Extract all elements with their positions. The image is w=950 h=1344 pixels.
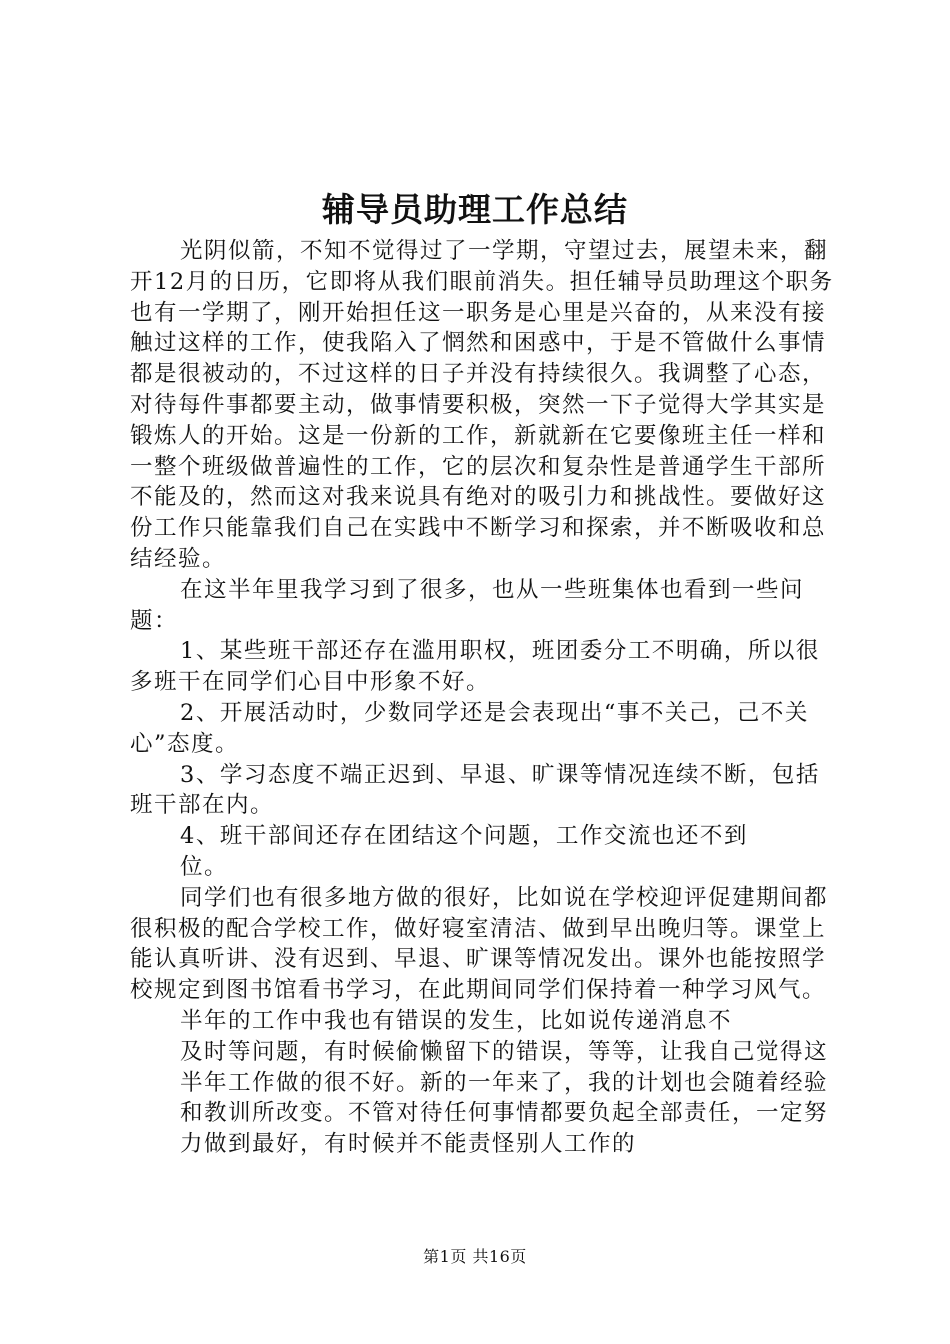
paragraph-good-points: 同学们也有很多地方做的很好，比如说在学校迎评促建期间都很积极的配合学校工作，做好寝室清洁、做到早出晚归等。课堂上能认真听讲、没有迟到、早退、旷课等情况发出。课外也能按照学校规定到图书馆看书学习，在此期间同学们保持着一种学习风气。 <box>130 884 829 1004</box>
list-item-3: 3、学习态度不端正迟到、早退、旷课等情况连续不断，包括班干部在内。 <box>130 761 820 819</box>
paragraph-mistakes-start: 半年的工作中我也有错误的发生，比如说传递消息不 <box>180 1007 733 1034</box>
list-item-2: 2、开展活动时，少数同学还是会表现出“事不关己，己不关心”态度。 <box>130 699 809 757</box>
list-item-4: 4、班干部间还存在团结这个问题，工作交流也还不到 <box>180 823 748 850</box>
paragraph-mistakes-body: 及时等问题，有时候偷懒留下的错误，等等，让我自己觉得这半年工作做的很不好。新的一年来了，我的计划也会随着经验和教训所改变。不管对待任何事情都要负起全部责任，一定努力做到最好，有时候并不能责怪别人工作的 <box>180 1038 829 1158</box>
document-body <box>130 236 840 1160</box>
paragraph-intro: 光阴似箭，不知不觉得过了一学期，守望过去，展望未来，翻开12月的日历，它即将从我们眼前消失。担任辅导员助理这个职务也有一学期了，刚开始担任这一职务是心里是兴奋的，从来没有接触过这样的工作，使我陷入了惘然和困惑中，于是不管做什么事情都是很被动的，不过这样的日子并没有持续很久。我调整了心态，对待每件事都要主动，做事情要积极，突然一下子觉得大学其实是锻炼人的开始。这是一份新的工作，新就新在它要像班主任一样和一整个班级做普遍性的工作，它的层次和复杂性是普通学生干部所不能及的，然而这对我来说具有绝对的吸引力和挑战性。要做好这份工作只能靠我们自己在实践中不断学习和探索，并不断吸收和总结经验。 <box>130 238 834 572</box>
page-number-footer: 第1页 共16页 <box>423 1247 527 1266</box>
list-item-4-continuation: 位。 <box>180 853 229 880</box>
document-title: 辅导员助理工作总结 <box>322 190 628 229</box>
paragraph-problems-intro: 在这半年里我学习到了很多，也从一些班集体也看到一些问题： <box>130 576 805 634</box>
list-item-1: 1、某些班干部还存在滥用职权，班团委分工不明确，所以很多班干在同学们心目中形象不好。 <box>130 638 820 696</box>
